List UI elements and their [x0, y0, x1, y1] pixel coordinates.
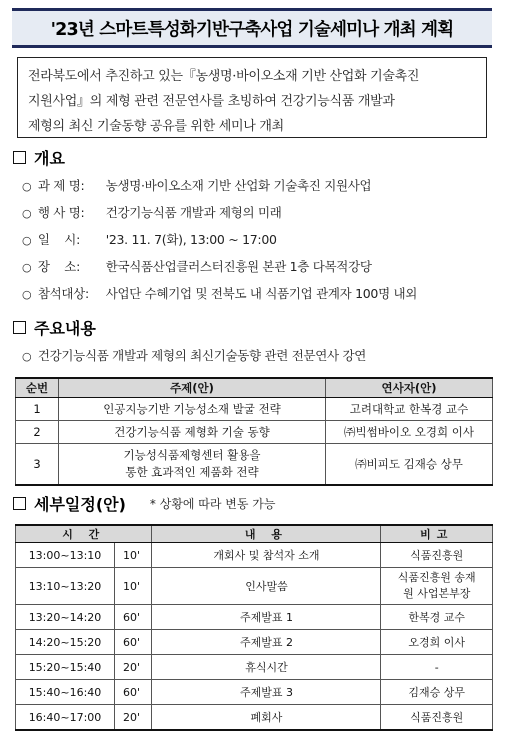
- table-row: [16, 444, 493, 486]
- column-header: 주제(안): [59, 378, 326, 398]
- square-bullet-icon: [13, 321, 26, 334]
- cell-note: 식품진흥원 송재원 사업본부장: [381, 568, 493, 605]
- circle-bullet-icon: ○: [22, 234, 32, 247]
- column-header: 비고: [381, 525, 493, 543]
- intro-line: 제형의 최신 기술동향 공유를 위한 세미나 개최: [28, 119, 284, 134]
- overview-label: 과 제 명:: [37, 178, 85, 193]
- cell-content: 주제발표 3: [152, 680, 381, 705]
- column-header: 내 용: [152, 525, 381, 543]
- square-bullet-icon: [13, 151, 26, 164]
- topics-table: [15, 377, 493, 486]
- intro-box: [17, 57, 487, 138]
- content-text: 건강기능식품 개발과 제형의 최신기술동향 관련 전문연사 강연: [37, 348, 367, 363]
- circle-bullet-icon: ○: [22, 350, 32, 363]
- overview-value: 농생명·바이오소재 기반 산업화 기술촉진 지원사업: [105, 178, 372, 193]
- section-title: 주요내용: [34, 319, 96, 338]
- table-row: [16, 680, 493, 705]
- cell-speaker: ㈜빅썸바이오 오경희 이사: [326, 421, 493, 444]
- cell-no: 1: [16, 398, 59, 421]
- table-row: [16, 543, 493, 568]
- cell-time: 13:20~14:20: [16, 605, 115, 630]
- cell-content: 휴식시간: [152, 655, 381, 680]
- cell-time: 15:20~15:40: [16, 655, 115, 680]
- cell-time: 16:40~17:00: [16, 705, 115, 731]
- overview-label: 장 소:: [37, 259, 80, 274]
- page-title: '23년 스마트특성화기반구축사업 기술세미나 개최 계획: [12, 8, 492, 48]
- cell-duration: 60': [115, 605, 152, 630]
- section-schedule-heading: [13, 492, 276, 515]
- cell-time: 14:20~15:20: [16, 630, 115, 655]
- section-title: 개요: [34, 149, 65, 168]
- overview-value: 건강기능식품 개발과 제형의 미래: [105, 205, 282, 220]
- table-row: [16, 630, 493, 655]
- cell-no: 2: [16, 421, 59, 444]
- overview-value: '23. 11. 7(화), 13:00 ~ 17:00: [105, 232, 277, 247]
- cell-topic: 건강기능식품 제형화 기술 동향: [59, 421, 326, 444]
- cell-no: 3: [16, 444, 59, 486]
- table-row: [16, 705, 493, 731]
- table-row: [16, 568, 493, 605]
- table-header-row: [16, 378, 493, 398]
- cell-note: 식품진흥원: [381, 705, 493, 731]
- cell-topic: 인공지능기반 기능성소재 발굴 전략: [59, 398, 326, 421]
- cell-speaker: 고려대학교 한복경 교수: [326, 398, 493, 421]
- cell-duration: 10': [115, 568, 152, 605]
- cell-duration: 10': [115, 543, 152, 568]
- overview-item: [22, 230, 277, 248]
- overview-item: [22, 203, 282, 221]
- table-row: [16, 605, 493, 630]
- overview-label: 참석대상:: [37, 286, 89, 301]
- table-row: [16, 421, 493, 444]
- circle-bullet-icon: ○: [22, 261, 32, 274]
- schedule-table: [15, 524, 493, 731]
- cell-speaker: ㈜비피도 김재승 상무: [326, 444, 493, 486]
- cell-note: 식품진흥원: [381, 543, 493, 568]
- overview-label: 일 시:: [37, 232, 80, 247]
- table-row: [16, 398, 493, 421]
- column-header: 순번: [16, 378, 59, 398]
- square-bullet-icon: [13, 497, 26, 510]
- table-header-row: [16, 525, 493, 543]
- cell-content: 개회사 및 참석자 소개: [152, 543, 381, 568]
- intro-line: 전라북도에서 추진하고 있는『농생명·바이오소재 기반 산업화 기술촉진: [28, 69, 420, 84]
- cell-duration: 20': [115, 705, 152, 731]
- cell-time: 13:00~13:10: [16, 543, 115, 568]
- overview-item: [22, 284, 417, 302]
- intro-line: 지원사업』의 제형 관련 전문연사를 초빙하여 건강기능식품 개발과: [28, 94, 395, 109]
- circle-bullet-icon: ○: [22, 207, 32, 220]
- cell-content: 주제발표 2: [152, 630, 381, 655]
- column-header: 연사자(안): [326, 378, 493, 398]
- cell-duration: 60': [115, 680, 152, 705]
- cell-topic: 기능성식품제형센터 활용을 통한 효과적인 제품화 전략: [59, 444, 326, 486]
- overview-value: 사업단 수혜기업 및 전북도 내 식품기업 관계자 100명 내외: [105, 286, 418, 301]
- cell-duration: 60': [115, 630, 152, 655]
- circle-bullet-icon: ○: [22, 180, 32, 193]
- content-line: [22, 346, 366, 364]
- cell-note: -: [381, 655, 493, 680]
- overview-item: [22, 176, 371, 194]
- cell-note: 오경희 이사: [381, 630, 493, 655]
- schedule-note: * 상황에 따라 변동 가능: [149, 497, 276, 511]
- overview-item: [22, 257, 372, 275]
- cell-duration: 20': [115, 655, 152, 680]
- overview-value: 한국식품산업클러스터진흥원 본관 1층 다목적강당: [105, 259, 372, 274]
- cell-content: 폐회사: [152, 705, 381, 731]
- cell-note: 김재승 상무: [381, 680, 493, 705]
- cell-content: 주제발표 1: [152, 605, 381, 630]
- cell-time: 13:10~13:20: [16, 568, 115, 605]
- section-title: 세부일정(안): [34, 495, 126, 514]
- section-overview-heading: [13, 146, 65, 169]
- table-row: [16, 655, 493, 680]
- cell-note: 한복경 교수: [381, 605, 493, 630]
- section-content-heading: [13, 316, 96, 339]
- cell-content: 인사말씀: [152, 568, 381, 605]
- overview-label: 행 사 명:: [37, 205, 85, 220]
- column-header: 시 간: [16, 525, 152, 543]
- cell-time: 15:40~16:40: [16, 680, 115, 705]
- circle-bullet-icon: ○: [22, 288, 32, 301]
